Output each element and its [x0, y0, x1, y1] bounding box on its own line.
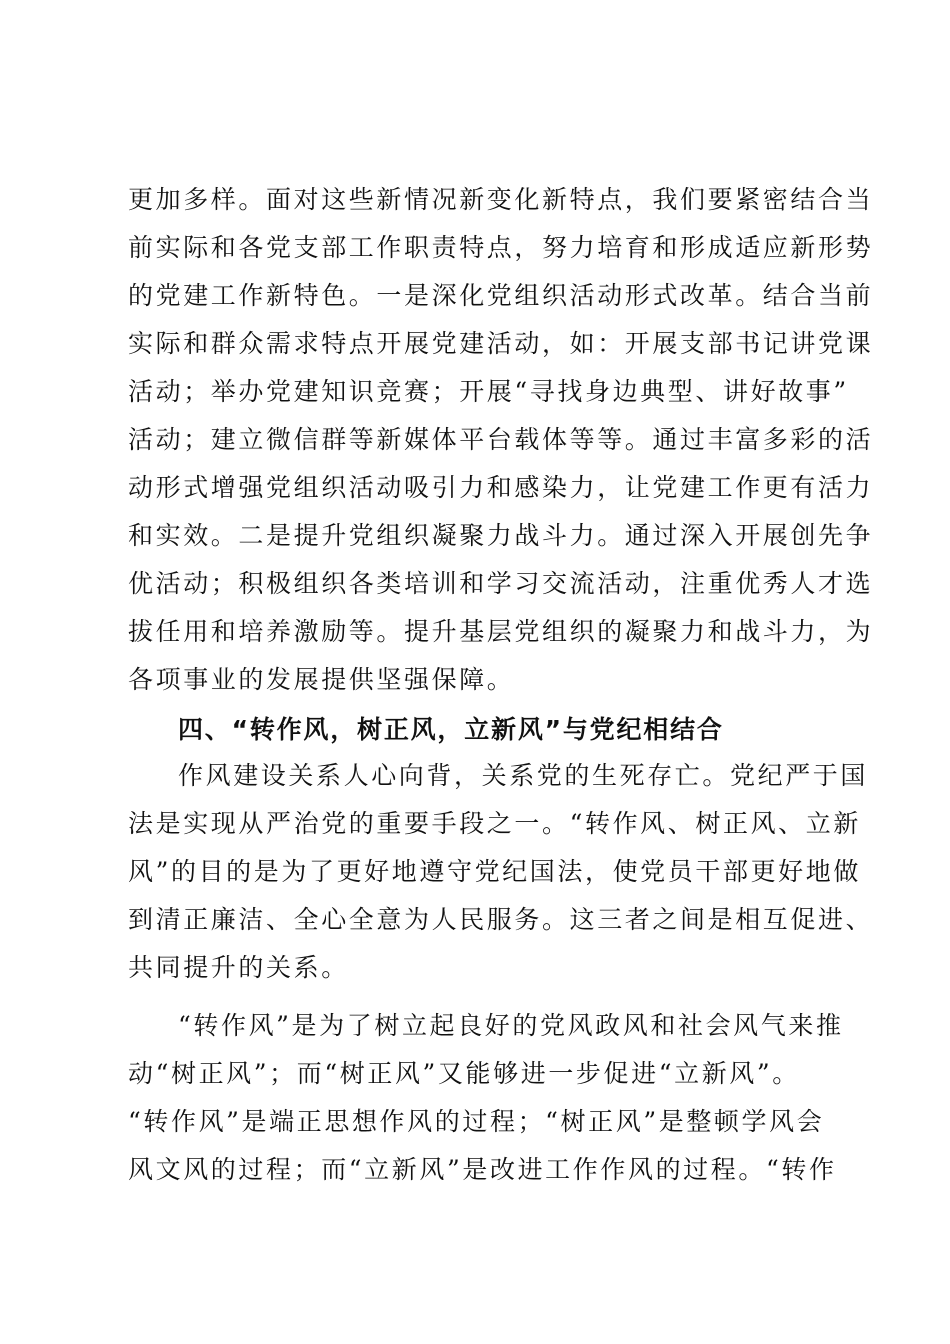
- paragraph-line: 风”的目的是为了更好地遵守党纪国法，使党员干部更好地做: [128, 857, 861, 886]
- paragraph-line: 活动；举办党建知识竞赛；开展“寻找身边典型、讲好故事”: [128, 377, 849, 406]
- paragraph-line: 前实际和各党支部工作职责特点，努力培育和形成适应新形势: [128, 233, 874, 262]
- paragraph-line: “转作风”是端正思想作风的过程；“树正风”是整顿学风会: [128, 1107, 825, 1136]
- section-heading: 四、“转作风，树正风，立新风”与党纪相结合: [178, 715, 724, 744]
- paragraph-line: 优活动；积极组织各类培训和学习交流活动，注重优秀人才选: [128, 569, 874, 598]
- paragraph-line: 实际和群众需求特点开展党建活动，如：开展支部书记讲党课: [128, 329, 874, 358]
- paragraph-line: 动“树正风”；而“树正风”又能够进一步促进“立新风”。: [128, 1059, 800, 1088]
- paragraph-line: 拔任用和培养激励等。提升基层党组织的凝聚力和战斗力，为: [128, 617, 874, 646]
- paragraph-line: “转作风”是为了树立起良好的党风政风和社会风气来推: [178, 1011, 844, 1040]
- paragraph-line: 更加多样。面对这些新情况新变化新特点，我们要紧密结合当: [128, 185, 874, 214]
- paragraph-line: 和实效。二是提升党组织凝聚力战斗力。通过深入开展创先争: [128, 521, 874, 550]
- paragraph-line: 活动；建立微信群等新媒体平台载体等等。通过丰富多彩的活: [128, 425, 874, 454]
- paragraph-line: 作风建设关系人心向背，关系党的生死存亡。党纪严于国: [178, 761, 869, 790]
- paragraph-line: 的党建工作新特色。一是深化党组织活动形式改革。结合当前: [128, 281, 874, 310]
- paragraph-line: 到清正廉洁、全心全意为人民服务。这三者之间是相互促进、: [128, 905, 874, 934]
- paragraph-line: 风文风的过程；而“立新风”是改进工作作风的过程。“转作: [128, 1155, 837, 1184]
- paragraph-line: 法是实现从严治党的重要手段之一。“转作风、树正风、立新: [128, 809, 861, 838]
- paragraph-line: 动形式增强党组织活动吸引力和感染力，让党建工作更有活力: [128, 473, 874, 502]
- paragraph-line: 各项事业的发展提供坚强保障。: [128, 665, 515, 694]
- paragraph-line: 共同提升的关系。: [128, 953, 349, 982]
